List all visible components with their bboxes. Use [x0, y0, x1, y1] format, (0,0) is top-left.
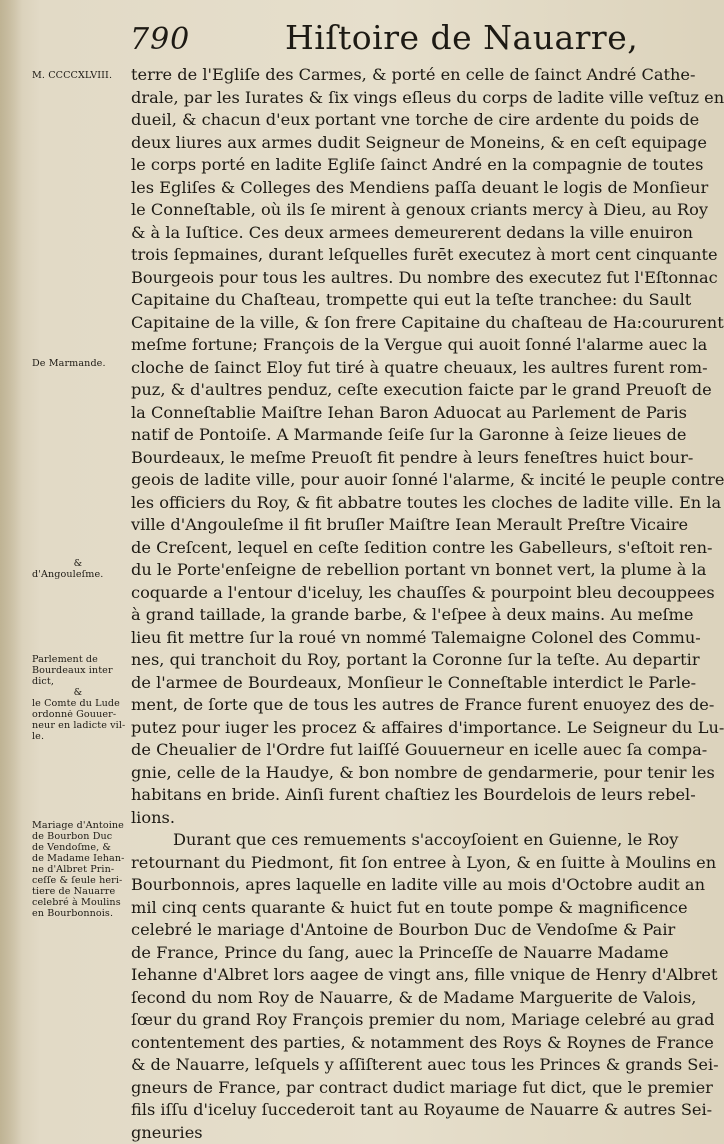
margin-note-line: & — [73, 687, 83, 698]
page-number: 790 — [130, 22, 191, 57]
margin-note-line: ne d'Albret Prin- — [32, 864, 115, 875]
text-line: de l'armee de Bourdeaux, Monſieur le Conneſtable interdict le Parle- — [131, 672, 697, 692]
text-line: coquarde a l'entour d'iceluy, les chauſſes & pourpoint bleu decouppees — [131, 582, 715, 602]
text-line: deux liures aux armes dudit Seigneur de Moneins, & en ceſt equipage — [131, 132, 707, 152]
text-line: Capitaine de la ville, & ſon frere Capitaine du chaſteau de Ha:coururent — [131, 312, 724, 332]
text-line: nes, qui tranchoit du Roy, portant la Coronne ſur la teſte. Au departir — [131, 650, 700, 669]
margin-note-line: de Vendoſme, & — [32, 842, 112, 853]
text-line: mil cinq cents quarante & huict fut en toute pompe & magnificence — [131, 897, 688, 917]
text-line: les officiers du Roy, & fit abbatre toutes les cloches de ladite ville. En la — [131, 492, 722, 512]
text-line: & à la Iuſtice. Ces deux armees demeurerent dedans la ville enuiron — [131, 222, 693, 242]
text-line: gneurs de France, par contract dudict mariage fut dict, que le premier — [131, 1077, 713, 1097]
text-line: de Cheualier de l'Ordre fut laiſſé Gouuerneur en icelle auec ſa compa- — [131, 740, 708, 759]
page-gutter-shadow — [0, 0, 22, 1144]
margin-note-parlement — [32, 654, 124, 742]
text-line: putez pour iuger les procez & affaires d'importance. Le Seigneur du Lu- — [131, 717, 724, 737]
text-line: gneuries — [131, 1122, 203, 1142]
text-line: Bourdeaux, le meſme Preuoſt fit pendre à leurs feneſtres huict bour- — [131, 447, 694, 467]
running-title: Hiſtoire de Nauarre, — [285, 18, 639, 57]
margin-note-line: ordonnė Gouuer- — [32, 709, 117, 720]
margin-note-line: de Madame Iehan- — [32, 853, 125, 864]
text-line: retournant du Piedmont, fit ſon entree à Lyon, & en ſuitte à Moulins en — [131, 852, 717, 872]
text-line: contentement des parties, & notamment des Roys & Roynes de France — [131, 1032, 714, 1052]
margin-note-line: dict, — [32, 676, 54, 687]
text-line: lieu fit mettre ſur la roué vn nommé Talemaigne Colonel des Commu- — [131, 627, 701, 647]
margin-note-line: ceſſe & ſeule heri- — [32, 875, 123, 886]
text-line: du le Porte'enſeigne de rebellion portant vn bonnet vert, la plume à la — [131, 560, 707, 579]
text-line: la Conneſtablie Maiſtre Iehan Baron Aduocat au Parlement de Paris — [131, 402, 687, 422]
margin-note-line: en Bourbonnois. — [32, 908, 114, 919]
text-line: trois ſepmaines, durant leſquelles furēt executez à mort cent cinquante — [131, 245, 718, 264]
text-line: ſecond du nom Roy de Nauarre, & de Madame Marguerite de Valois, — [131, 987, 697, 1007]
text-line: ment, de ſorte que de tous les autres de France furent enuoyez des de- — [131, 695, 715, 714]
text-line: puz, & d'aultres penduz, ceſte execution faicte par le grand Preuoſt de — [131, 380, 712, 399]
margin-note-line: tiere de Nauarre — [32, 886, 116, 897]
text-line: habitans en bride. Ainſi furent chaſtiez les Bourdelois de leurs rebel- — [131, 785, 696, 804]
text-line: dueil, & chacun d'eux portant vne torche de cire ardente du poids de — [131, 110, 700, 129]
text-line: Capitaine du Chaſteau, trompette qui eut la teſte tranchee: du Sault — [131, 290, 692, 309]
text-line: drale, par les Iurates & ſix vings eſleus du corps de ladite ville veſtuz en — [131, 87, 724, 107]
margin-note-line: le. — [32, 731, 45, 742]
margin-note-line: De Marmande. — [32, 358, 106, 369]
text-line: fils iſſu d'iceluy ſuccederoit tant au Royaume de Nauarre & autres Sei- — [131, 1100, 713, 1119]
text-line: gnie, celle de la Haudye, & bon nombre de gendarmerie, pour tenir les — [131, 762, 715, 782]
text-line: cloche de ſainct Eloy fut tiré à quatre cheuaux, les aultres furent rom- — [131, 357, 708, 377]
margin-note-mariage — [32, 820, 124, 919]
text-line: ville d'Angouleſme il fit bruſler Maiſtre Iean Merault Preſtre Vicaire — [131, 515, 689, 534]
text-line: meſme fortune; François de la Vergue qui auoit ſonné l'alarme auec la — [131, 335, 708, 354]
text-line: le corps porté en ladite Egliſe ſainct André en la compagnie de toutes — [131, 155, 704, 174]
text-line: Bourgeois pour tous les aultres. Du nombre des executez fut l'Eſtonnac — [131, 267, 718, 287]
margin-note-year — [32, 70, 124, 81]
text-line: lions. — [131, 807, 175, 827]
text-line: geois de ladite ville, pour auoir ſonné l'alarme, & incité le peuple contre — [131, 470, 724, 489]
margin-note-line: le Comte du Lude — [32, 698, 120, 709]
margin-note-line: & — [73, 558, 83, 569]
margin-note-line: Bourdeaux inter — [32, 665, 113, 676]
text-line: Durant que ces remuements s'accoyſoient en Guienne, le Roy — [173, 830, 679, 849]
margin-note-line: de Bourbon Duc — [32, 831, 113, 842]
text-line: de France, Prince du ſang, auec la Princeſſe de Nauarre Madame — [131, 942, 669, 962]
margin-note-line: Mariage d'Antoine — [32, 820, 124, 831]
text-line: ſœur du grand Roy François premier du nom, Mariage celebré au grad — [131, 1010, 715, 1029]
margin-note-line: M. CCCCXLVIII. — [32, 70, 113, 81]
margin-note-line: neur en ladicte vil- — [32, 720, 126, 731]
margin-note-marmande — [32, 358, 124, 369]
text-line: de Creſcent, lequel en ceſte ſedition contre les Gabelleurs, s'eſtoit ren- — [131, 537, 713, 557]
text-line: & de Nauarre, leſquels y aſſiſterent auec tous les Princes & grands Sei- — [131, 1055, 719, 1074]
margin-note-angoulesme — [32, 558, 124, 580]
page-header — [130, 18, 670, 62]
text-line: à grand taillade, la grande barbe, & l'eſpee à deux mains. Au meſme — [131, 605, 694, 624]
text-line: Iehanne d'Albret lors aagee de vingt ans, fille vnique de Henry d'Albret — [131, 965, 718, 984]
text-line: celebré le mariage d'Antoine de Bourbon Duc de Vendoſme & Pair — [131, 920, 676, 939]
text-line: natif de Pontoiſe. A Marmande ſeiſe ſur la Garonne à ſeize lieues de — [131, 425, 687, 444]
margin-note-line: celebré à Moulins — [32, 897, 121, 908]
margin-note-line: Parlement de — [32, 654, 98, 665]
text-line: Bourbonnois, apres laquelle en ladite ville au mois d'Octobre audit an — [131, 875, 706, 894]
margin-note-line: d'Angouleſme. — [32, 569, 104, 580]
text-line: terre de l'Egliſe des Carmes, & porté en celle de ſainct André Cathe- — [131, 65, 696, 84]
text-line: les Egliſes & Colleges des Mendiens paſſa deuant le logis de Monſieur — [131, 177, 709, 197]
text-line: le Conneſtable, où ils ſe mirent à genoux criants mercy à Dieu, au Roy — [131, 200, 708, 219]
body-text — [131, 64, 724, 1144]
